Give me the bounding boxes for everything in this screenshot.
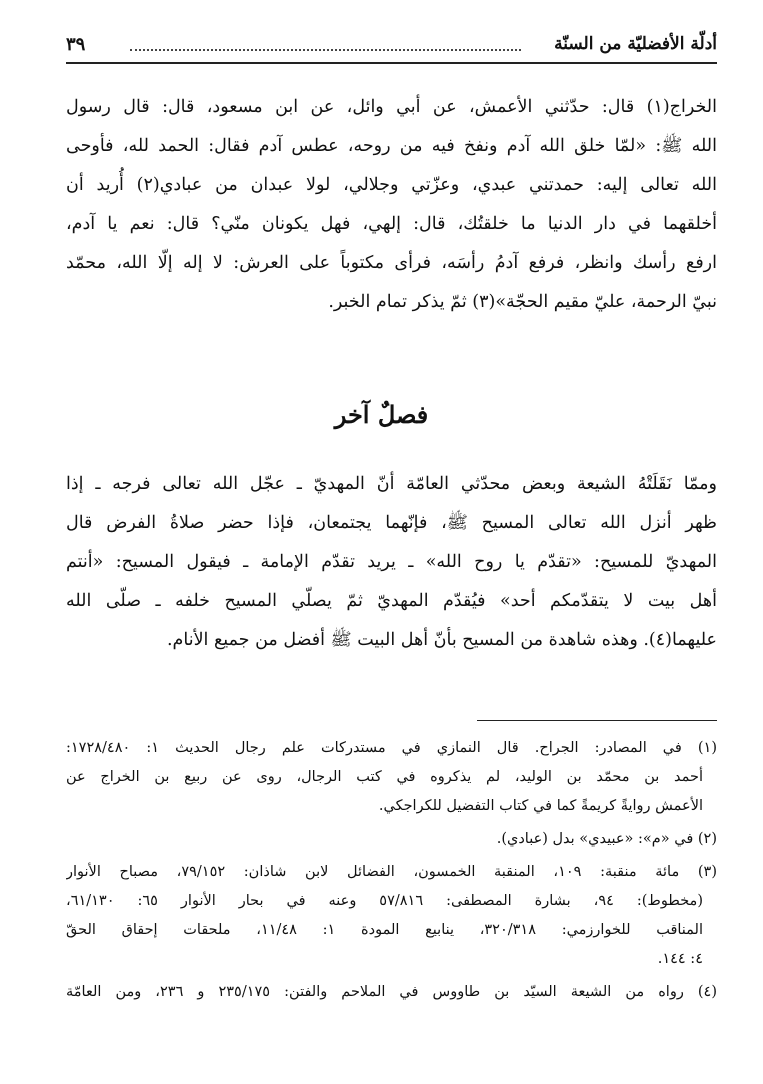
footnote-3 (66, 858, 717, 974)
footnote-4 (66, 978, 717, 1007)
footnotes (66, 734, 717, 1007)
text-line: ارفع رأسك وانظر، فرفع آدمُ رأسَه، فرأى مكتوباً على العرش: لا إله إلّا الله، محمّد (66, 253, 717, 273)
header-leader-dots (130, 49, 521, 51)
main-paragraph-1 (66, 88, 717, 322)
footnote-line: (مخطوط): ٩٤، بشارة المصطفى: ٥٧/٨١٦ وعنه في بحار الأنوار ٦٥: ٦١/١٣٠، (66, 893, 703, 909)
page-number: ٣٩ (66, 34, 86, 55)
footnote-line: الأعمش روايةً كريمةً كما في كتاب التفضيل للكراجكي. (378, 798, 703, 814)
footnote-1 (66, 734, 717, 821)
text-line: الخراج(١) قال: حدّثني الأعمش، عن أبي وائل، عن ابن مسعود، قال: قال رسول (66, 97, 717, 117)
footnote-line: المناقب للخوارزمي: ٣٢٠/٣١٨، ينابيع المودة ١: ١١/٤٨، ملحقات إحقاق الحقّ (66, 922, 703, 938)
text-line: ظهر أنزل الله تعالى المسيح ﷺ، فإنّهما يجتمعان، فإذا حضر صلاةُ الفرض قال (66, 513, 717, 533)
section-title: فصلٌ آخر (334, 400, 429, 429)
running-title: أدلّة الأفضليّة من السنّة (554, 34, 717, 54)
text-line: أهل بيت لا يتقدّمكم أحد» فيُقدّم المهديّ ثمّ يصلّي المسيح خلفه ـ صلّى الله (66, 591, 717, 611)
text-line: أخلقهما في دار الدنيا ما خلقتُك، قال: إلهي، فهل يكونان منّي؟ قال: نعم يا آدم، (66, 214, 717, 234)
footnote-separator (477, 720, 717, 721)
footnote-line: (١) في المصادر: الجراح. قال النمازي في مستدركات علم رجال الحديث ١: ١٧٢٨/٤٨٠: (66, 740, 717, 756)
text-line: المهديّ للمسيح: «تقدّم يا روح الله» ـ يريد تقدّم الإمامة ـ فيقول المسيح: «أنتم (66, 552, 717, 572)
footnote-line: ٤: ١٤٤. (657, 951, 703, 967)
main-paragraph-2 (66, 465, 717, 660)
footnote-2 (66, 825, 717, 854)
text-line: نبيّ الرحمة، عليّ مقيم الحجّة»(٣) ثمّ يذكر تمام الخبر. (328, 292, 717, 312)
footnote-line: (٢) في «م»: «عبيدي» بدل (عبادي). (496, 831, 717, 847)
text-line: وممّا نَقَلَتْهُ الشيعة وبعض محدّثي العامّة أنّ المهديّ ـ عجّل الله تعالى فرجه ـ إذا (66, 474, 717, 494)
text-line: الله تعالى إليه: حمدتني عبدي، وعزّتي وجلالي، لولا عبدان من عبادي(٢) أُريد أن (66, 175, 717, 195)
footnote-line: (٤) رواه من الشيعة السيّد بن طاووس في الملاحم والفتن: ٢٣٥/١٧٥ و ٢٣٦، ومن العامّة (66, 984, 717, 1000)
header-rule (66, 62, 717, 64)
text-line: الله ﷺ: «لمّا خلق الله آدم ونفخ فيه من روحه، عطس آدم فقال: الحمد لله، فأوحى (66, 136, 717, 156)
footnote-line: (٣) مائة منقبة: ١٠٩، المنقبة الخمسون، الفضائل لابن شاذان: ٧٩/١٥٢، مصباح الأنوار (66, 864, 717, 880)
footnote-line: أحمد بن محمّد بن الوليد، لم يذكروه في كتب الرجال، روى عن ربيع بن الخراج عن (66, 769, 703, 785)
text-line: عليهما(٤). وهذه شاهدة من المسيح بأنّ أهل البيت ﷺ أفضل من جميع الأنام. (166, 630, 717, 650)
running-header (66, 34, 717, 64)
